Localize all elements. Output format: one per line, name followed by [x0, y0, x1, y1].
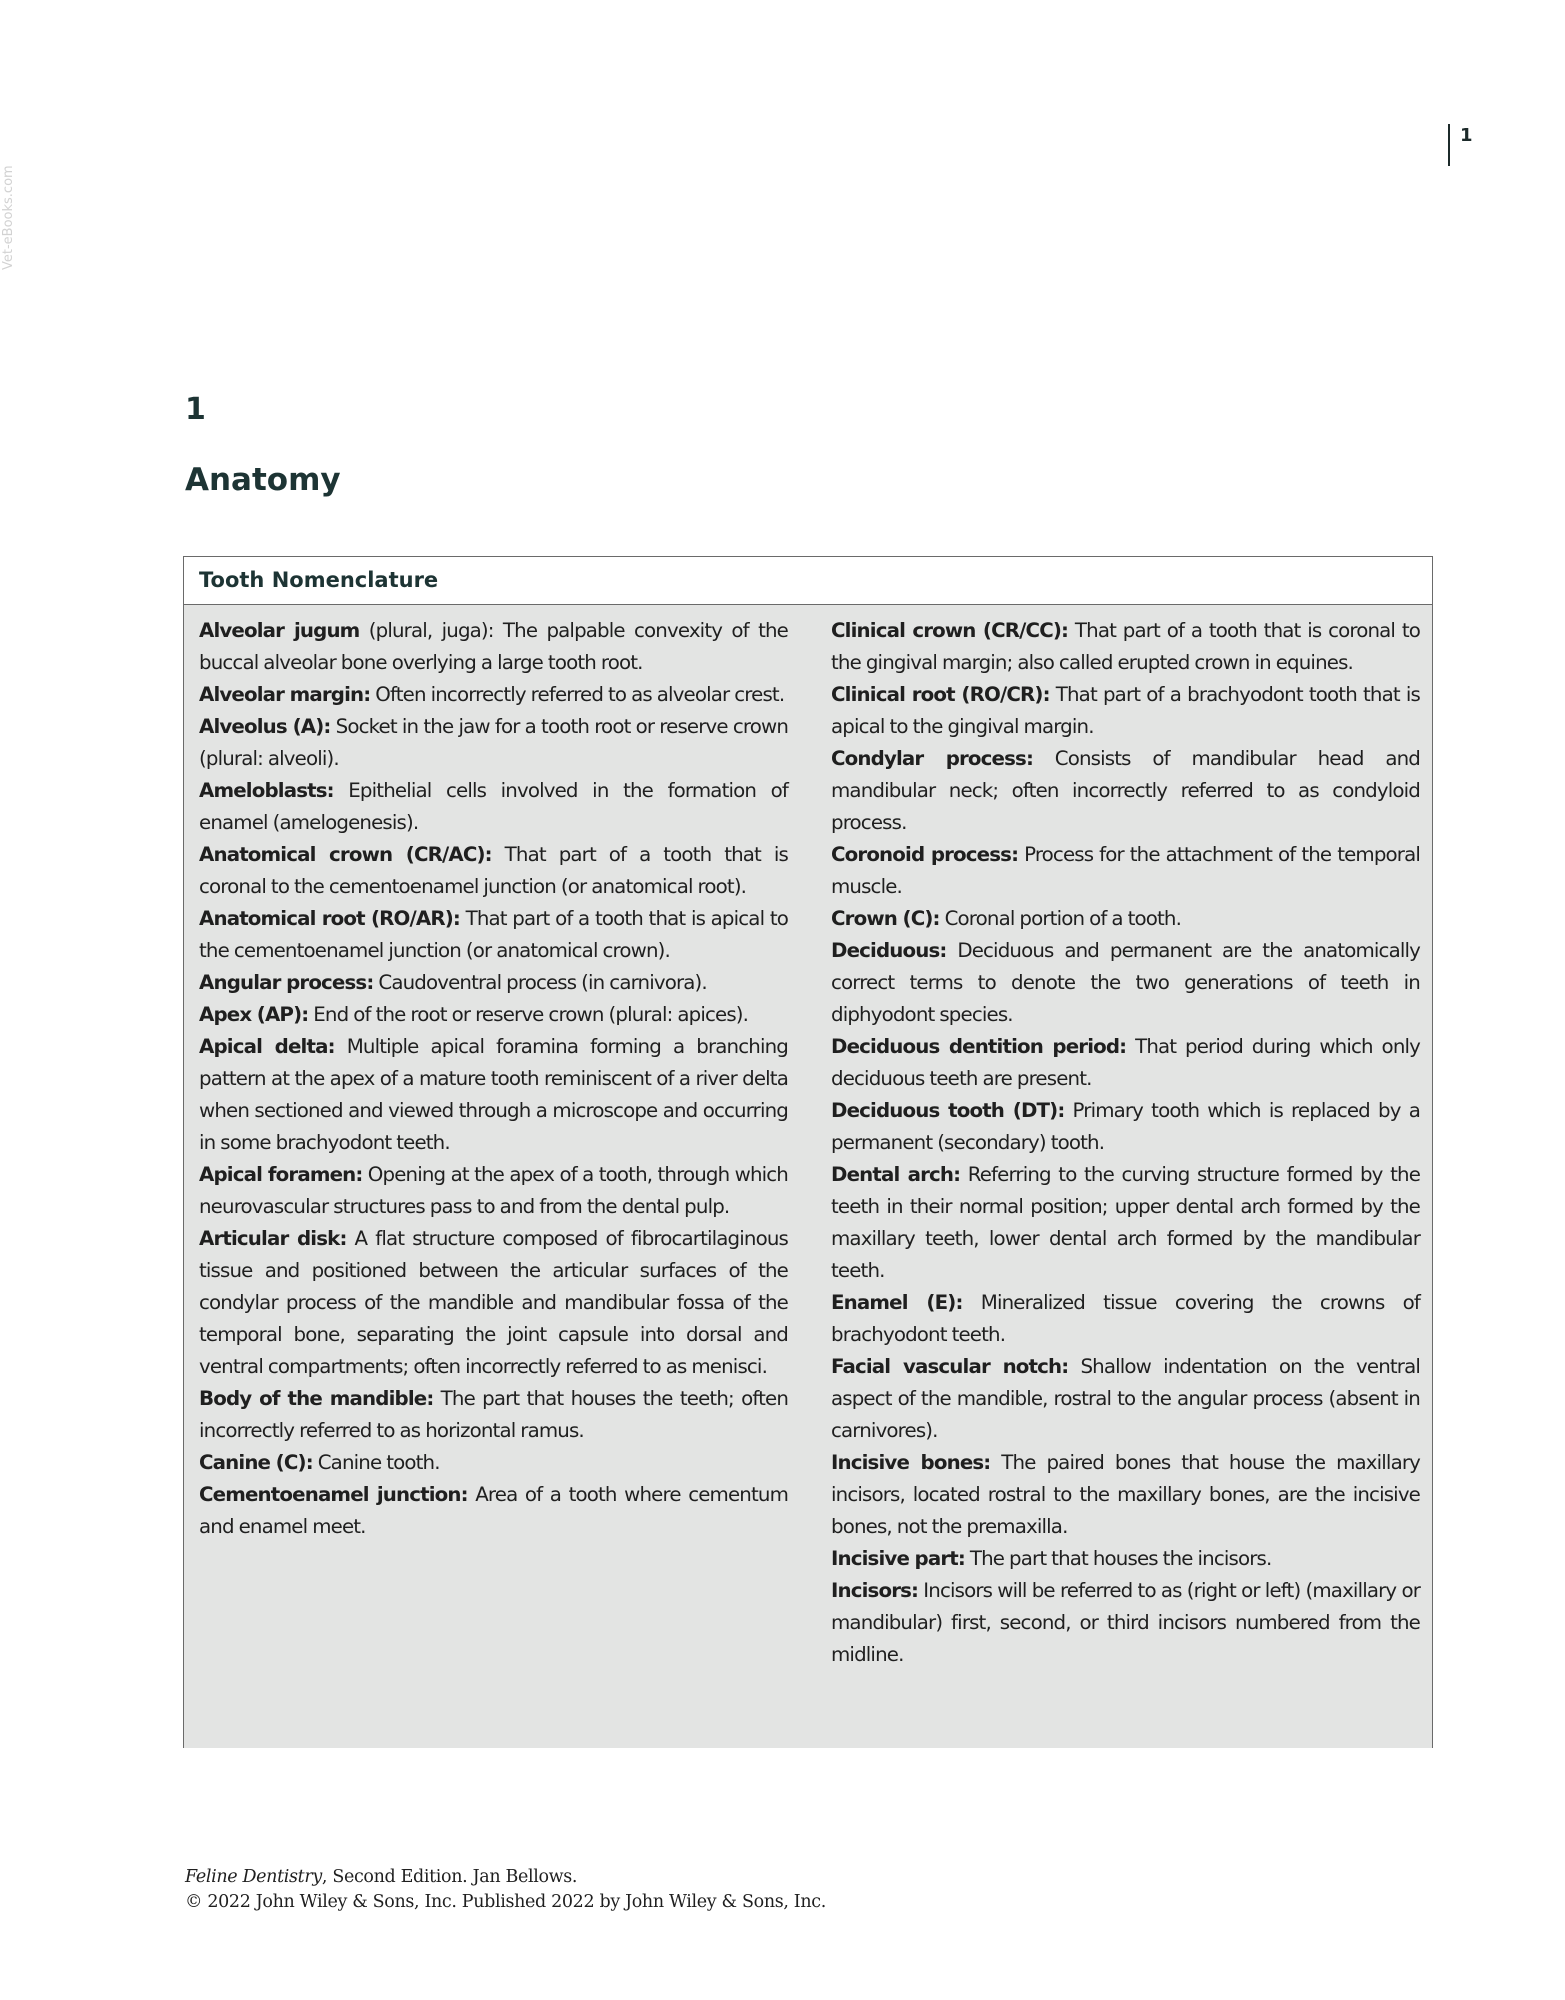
glossary-term: Deciduous dentition period: [831, 1035, 1127, 1058]
chapter-number: 1 [185, 392, 206, 427]
glossary-entry [831, 679, 1420, 743]
glossary-definition: Referring to the curving structure formed by the teeth in their normal position; upper dental arch formed by the maxillary teeth, lower dental arch formed by the mandibular teeth. [831, 1163, 1421, 1282]
glossary-definition: The part that houses the incisors. [964, 1547, 1272, 1570]
chapter-title: Anatomy [185, 462, 341, 498]
glossary-entry [199, 679, 788, 711]
glossary-definition: Often incorrectly referred to as alveolar crest. [370, 683, 785, 706]
glossary-definition: Consists of mandibular head and mandibular neck; often incorrectly referred to as condyloid process. [831, 747, 1420, 834]
glossary-definition: Opening at the apex of a tooth, through which neurovascular structures pass to and from the dental pulp. [199, 1163, 788, 1218]
glossary-entry [831, 1575, 1420, 1671]
glossary-term: Ameloblasts: [199, 779, 334, 802]
glossary-entry [199, 1447, 788, 1479]
glossary-entry [199, 999, 788, 1031]
glossary-term: Deciduous: [831, 939, 947, 962]
glossary-entry [199, 1383, 788, 1447]
glossary-entry [831, 839, 1420, 903]
glossary-term: Incisive part: [831, 1547, 965, 1570]
glossary-entry [831, 903, 1420, 935]
glossary-term: Anatomical root (RO/AR): [199, 907, 460, 930]
glossary-entry [831, 1351, 1420, 1447]
glossary-term: Enamel (E): [831, 1291, 963, 1314]
glossary-entry [831, 615, 1420, 679]
glossary-definition: That part of a brachyodont tooth that is apical to the gingival margin. [831, 683, 1420, 738]
glossary-term: Facial vascular notch: [831, 1355, 1069, 1378]
glossary-entry [831, 935, 1420, 1031]
glossary-entry [831, 743, 1420, 839]
glossary-definition: The paired bones that house the maxillary incisors, located rostral to the maxillary bones, are the incisive bones, not the premaxilla. [831, 1451, 1420, 1538]
glossary-term: Clinical root (RO/CR): [831, 683, 1050, 706]
glossary-definition: That period during which only deciduous teeth are present. [831, 1035, 1421, 1090]
glossary-definition: The part that houses the teeth; often incorrectly referred to as horizontal ramus. [199, 1387, 789, 1442]
page-number: 1 [1448, 124, 1473, 166]
page-footer [185, 1865, 826, 1915]
footer-book-title: Feline Dentistry [185, 1867, 322, 1887]
tooth-nomenclature-box [183, 556, 1433, 1748]
glossary-entry [199, 1159, 788, 1223]
footer-edition-author: , Second Edition. Jan Bellows. [321, 1867, 578, 1887]
glossary-definition: Area of a tooth where cementum and enamel meet. [199, 1483, 788, 1538]
glossary-term: Anatomical crown (CR/AC): [199, 843, 492, 866]
glossary-entry [199, 967, 788, 999]
watermark: Vet-eBooks.com [1, 165, 16, 270]
glossary-term: Condylar process: [831, 747, 1033, 770]
glossary-definition: Coronal portion of a tooth. [939, 907, 1182, 930]
glossary-entry [199, 711, 788, 775]
glossary-definition: Multiple apical foramina forming a branching pattern at the apex of a mature tooth reminiscent of a river delta when sectioned and viewed through a microscope and occurring in some brachyodont teeth. [199, 1035, 788, 1154]
glossary-term: Articular disk: [199, 1227, 347, 1250]
glossary-entry [199, 839, 788, 903]
glossary-definition: End of the root or reserve crown (plural: apices). [308, 1003, 749, 1026]
glossary-definition: Primary tooth which is replaced by a permanent (secondary) tooth. [831, 1099, 1420, 1154]
glossary-definition: Deciduous and permanent are the anatomically correct terms to denote the two generations of teeth in diphyodont species. [831, 939, 1420, 1026]
glossary-term: Deciduous tooth (DT): [831, 1099, 1065, 1122]
glossary-term: Alveolar jugum [199, 619, 360, 642]
glossary-entry [199, 1223, 788, 1383]
glossary-term: Coronoid process: [831, 843, 1019, 866]
glossary-term: Angular process: [199, 971, 374, 994]
glossary-entry [831, 1031, 1420, 1095]
glossary-term: Crown (C): [831, 907, 940, 930]
glossary-term: Alveolar margin: [199, 683, 371, 706]
glossary-definition: Mineralized tissue covering the crowns of brachyodont teeth. [831, 1291, 1421, 1346]
glossary-term: Apex (AP): [199, 1003, 309, 1026]
glossary-term: Incisive bones: [831, 1451, 991, 1474]
glossary-entry [199, 775, 788, 839]
glossary-entry [199, 1031, 788, 1159]
glossary-term: Body of the mandible: [199, 1387, 434, 1410]
footer-copyright: © 2022 John Wiley & Sons, Inc. Published 2022 by John Wiley & Sons, Inc. [185, 1892, 826, 1912]
glossary-term: Clinical crown (CR/CC): [831, 619, 1069, 642]
glossary-term: Apical foramen: [199, 1163, 363, 1186]
glossary-entry [831, 1095, 1420, 1159]
glossary-entry [199, 1479, 788, 1543]
glossary-entry [831, 1543, 1420, 1575]
right-column [831, 615, 1420, 1671]
glossary-entry [831, 1447, 1420, 1543]
glossary-entry [831, 1159, 1420, 1287]
glossary-definition: That part of a tooth that is coronal to the gingival margin; also called erupted crown in equines. [831, 619, 1420, 674]
glossary-definition: That part of a tooth that is coronal to the cementoenamel junction (or anatomical root). [199, 843, 788, 898]
glossary-entry [199, 903, 788, 967]
glossary-term: Incisors: [831, 1579, 919, 1602]
glossary-definition: (plural, juga): The palpable convexity of the buccal alveolar bone overlying a large tooth root. [199, 619, 788, 674]
footer-citation [185, 1865, 826, 1890]
glossary-definition: Incisors will be referred to as (right or left) (maxillary or mandibular) first, second, or third incisors numbered from the midline. [831, 1579, 1420, 1666]
glossary-definition: A flat structure composed of fibrocartilaginous tissue and positioned between the articular surfaces of the condylar process of the mandible and mandibular fossa of the temporal bone, separating the joint capsule into dorsal and ventral compartments; often incorrectly referred to as menisci. [199, 1227, 788, 1378]
box-title: Tooth Nomenclature [184, 557, 1432, 605]
glossary-term: Canine (C): [199, 1451, 313, 1474]
glossary-entry [199, 615, 788, 679]
glossary-definition: Epithelial cells involved in the formation of enamel (amelogenesis). [199, 779, 788, 834]
left-column [199, 615, 788, 1543]
glossary-definition: Process for the attachment of the temporal muscle. [831, 843, 1421, 898]
glossary-definition: That part of a tooth that is apical to the cementoenamel junction (or anatomical crown). [199, 907, 789, 962]
glossary-definition: Caudoventral process (in carnivora). [373, 971, 707, 994]
glossary-term: Dental arch: [831, 1163, 961, 1186]
glossary-definition: Shallow indentation on the ventral aspect of the mandible, rostral to the angular process (absent in carnivores). [831, 1355, 1420, 1442]
glossary-entry [831, 1287, 1420, 1351]
glossary-term: Cementoenamel junction: [199, 1483, 468, 1506]
glossary-definition: Socket in the jaw for a tooth root or reserve crown (plural: alveoli). [199, 715, 789, 770]
glossary-definition: Canine tooth. [312, 1451, 440, 1474]
glossary-term: Apical delta: [199, 1035, 335, 1058]
glossary-term: Alveolus (A): [199, 715, 331, 738]
